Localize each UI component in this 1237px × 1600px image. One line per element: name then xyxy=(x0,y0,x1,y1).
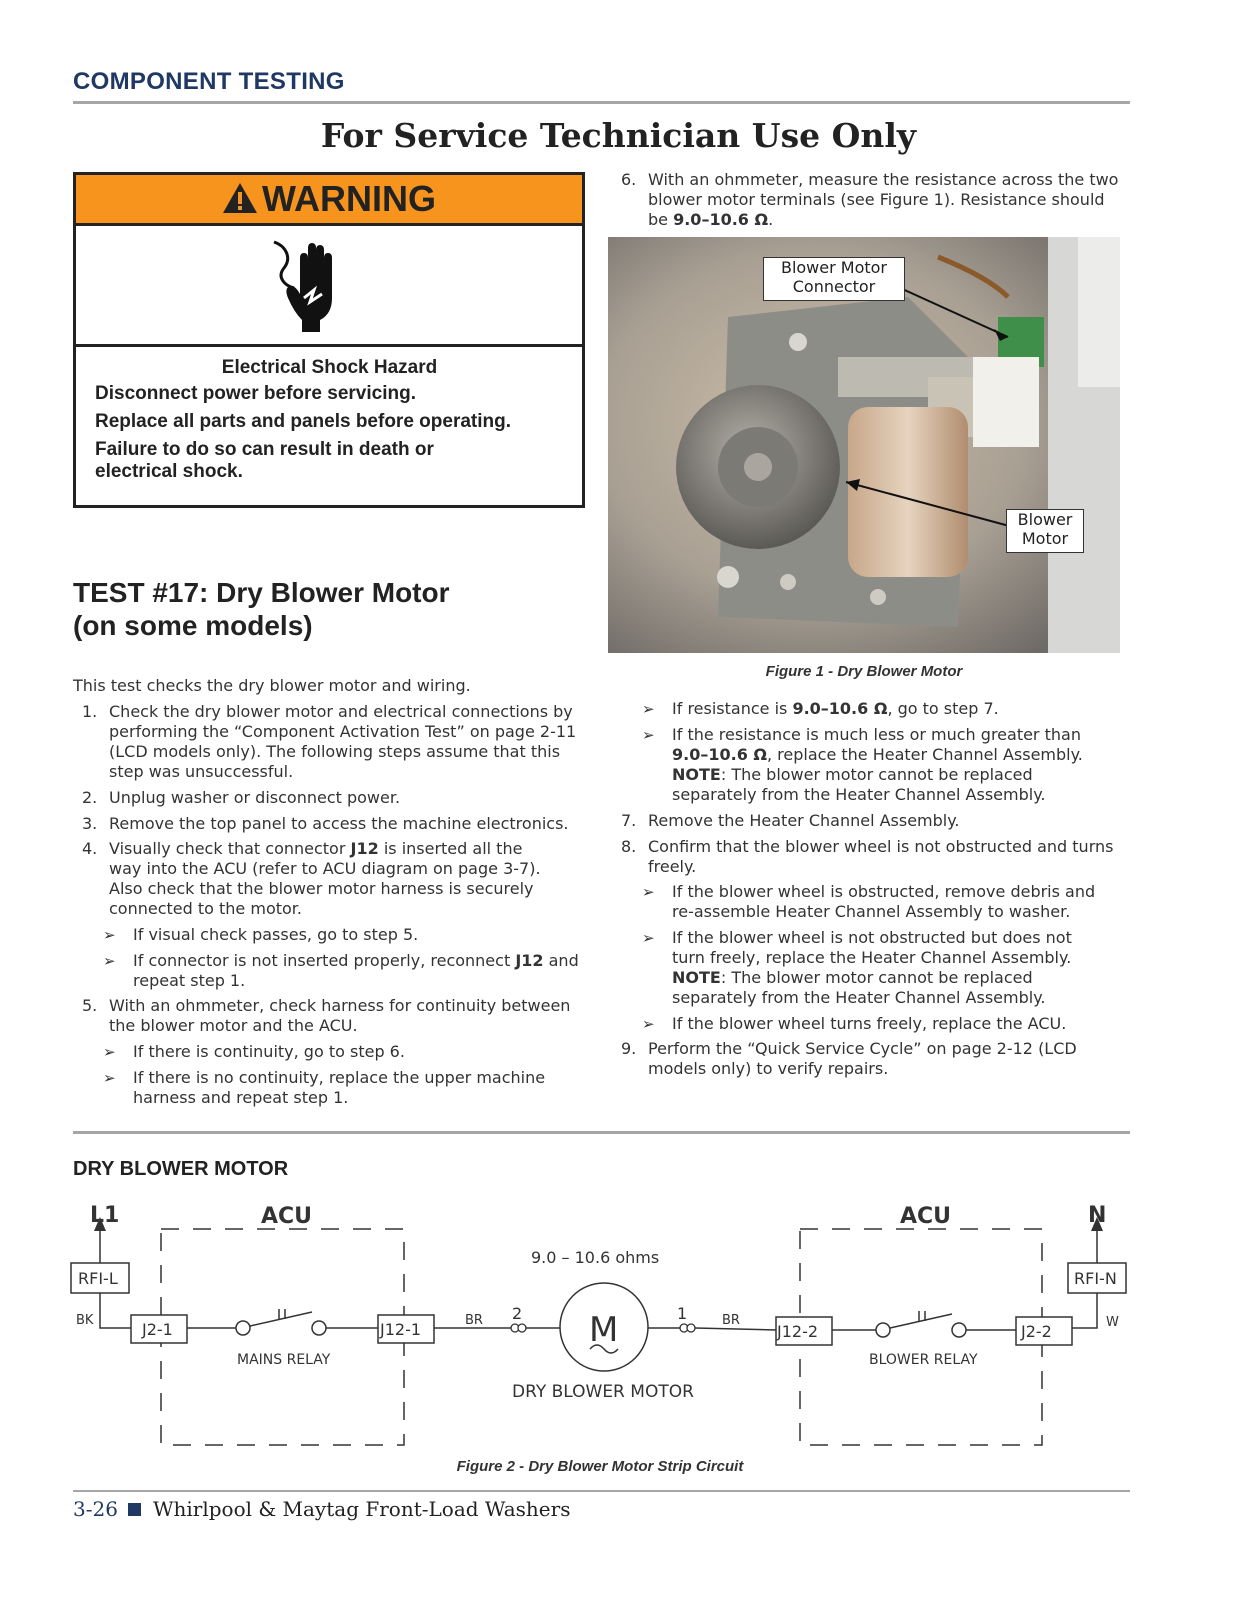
step-6-bullet-2: ➢ If the resistance is much less or much greater than 9.0–10.6 Ω, replace the Heater Channel Assembly. NOTE: The blower motor cannot be replaced separately from the Heater Channel Assembly. xyxy=(642,725,1083,804)
blower-relay-contact-icon xyxy=(876,1323,890,1337)
br-left-label: BR xyxy=(465,1313,483,1328)
j12-1-label: J12-1 xyxy=(380,1320,422,1339)
mains-relay-contact-icon xyxy=(236,1321,250,1335)
step-8-bullet-1: ➢ If the blower wheel is obstructed, remove debris and re-assemble Heater Channel Assembly to washer. xyxy=(642,882,1096,921)
n-label: N xyxy=(1088,1203,1107,1228)
electric-shock-hand-icon xyxy=(264,236,354,336)
rfi-l-label: RFI-L xyxy=(78,1269,118,1288)
circuit-rule xyxy=(73,1131,1130,1134)
step-4-bullet-1: ➢ If visual check passes, go to step 5. xyxy=(103,925,419,944)
mains-relay-label: MAINS RELAY xyxy=(237,1352,331,1368)
w-label: W xyxy=(1106,1315,1119,1330)
step-5-bullet-1: ➢ If there is continuity, go to step 6. xyxy=(103,1042,405,1061)
warning-line2: Replace all parts and panels before operating. xyxy=(95,411,512,432)
acu-right-label: ACU xyxy=(900,1204,952,1229)
arrow-bullet-icon: ➢ xyxy=(103,952,116,970)
warning-label: WARNING xyxy=(262,178,436,219)
arrow-bullet-icon: ➢ xyxy=(642,883,655,901)
bk-label: BK xyxy=(76,1313,94,1328)
blower-motor-photo xyxy=(608,237,1120,653)
test-title-line2: (on some models) xyxy=(73,610,313,641)
arrow-bullet-icon: ➢ xyxy=(103,1069,116,1087)
step-1: 1. Check the dry blower motor and electrical connections by performing the “Component Activation Test” on page 2-11 (LCD models only). The following steps assume that this step was unsuccessful. xyxy=(82,702,577,781)
warning-triangle-icon xyxy=(222,182,258,214)
callout-blower-motor-connector: Blower Motor Connector xyxy=(763,257,905,301)
pin-2-label: 2 xyxy=(512,1304,523,1323)
footer xyxy=(73,1497,570,1521)
figure1-caption: Figure 1 - Dry Blower Motor xyxy=(765,663,963,680)
blower-relay-label: BLOWER RELAY xyxy=(869,1352,978,1368)
step-3: 3. Remove the top panel to access the machine electronics. xyxy=(82,814,569,833)
figure2-caption: Figure 2 - Dry Blower Motor Strip Circuit xyxy=(456,1458,744,1475)
motor-m-label: M xyxy=(589,1310,619,1350)
acu-box-right xyxy=(800,1229,1042,1445)
step-4: 4. Visually check that connector J12 is inserted all the way into the ACU (refer to ACU diagram on page 3-7). Also check that the blower motor harness is securely connected to the motor. xyxy=(82,839,541,918)
footer-rule xyxy=(73,1490,1130,1492)
l1-label: L1 xyxy=(90,1203,120,1228)
warning-text xyxy=(76,347,582,505)
warning-line1: Disconnect power before servicing. xyxy=(95,383,416,404)
j2-2-label: J2-2 xyxy=(1021,1322,1052,1341)
section-title: COMPONENT TESTING xyxy=(73,68,345,95)
acu-left-label: ACU xyxy=(261,1204,313,1229)
header-rule xyxy=(73,101,1130,104)
step-5-bullet-2: ➢ If there is no continuity, replace the upper machine harness and repeat step 1. xyxy=(103,1068,546,1107)
warning-header xyxy=(76,175,582,226)
step-9: 9. Perform the “Quick Service Cycle” on page 2-12 (LCD models only) to verify repairs. xyxy=(621,1039,1077,1078)
arrow-bullet-icon: ➢ xyxy=(642,929,655,947)
step-7: 7. Remove the Heater Channel Assembly. xyxy=(621,811,960,830)
motor-label: DRY BLOWER MOTOR xyxy=(512,1382,694,1402)
warning-hazard: Electrical Shock Hazard xyxy=(221,357,438,378)
callout-blower-motor: Blower Motor xyxy=(1006,509,1084,553)
step-6-bullet-1: ➢ If resistance is 9.0–10.6 Ω, go to step 7. xyxy=(642,699,999,718)
arrow-bullet-icon: ➢ xyxy=(103,1043,116,1061)
br-right-label: BR xyxy=(722,1313,740,1328)
footer-title: Whirlpool & Maytag Front-Load Washers xyxy=(152,1497,571,1521)
step-2: 2. Unplug washer or disconnect power. xyxy=(82,788,401,807)
pin-1-label: 1 xyxy=(677,1304,688,1323)
warning-line4: electrical shock. xyxy=(95,461,243,482)
footer-square-icon xyxy=(128,1503,141,1516)
step-8-bullet-2: ➢ If the blower wheel is not obstructed but does not turn freely, replace the Heater Channel Assembly. NOTE: The blower motor cannot be replaced separately from the Heater Channel Assembly. xyxy=(642,928,1072,1007)
j12-2-label: J12-2 xyxy=(777,1322,819,1341)
step-8: 8. Confirm that the blower wheel is not obstructed and turns freely. xyxy=(621,837,1114,876)
j2-1-label: J2-1 xyxy=(142,1320,173,1339)
warning-box xyxy=(73,172,585,508)
step-8-bullet-3: ➢ If the blower wheel turns freely, replace the ACU. xyxy=(642,1014,1067,1033)
acu-box-left xyxy=(161,1229,404,1445)
strip-circuit-diagram xyxy=(0,1195,1237,1455)
ohms-label: 9.0 – 10.6 ohms xyxy=(531,1248,660,1267)
step-4-bullet-2: ➢ If connector is not inserted properly, reconnect J12 and repeat step 1. xyxy=(103,951,579,990)
page-number: 3-26 xyxy=(73,1497,118,1521)
arrow-bullet-icon: ➢ xyxy=(642,1015,655,1033)
warning-icon-area xyxy=(76,226,582,347)
test-intro: This test checks the dry blower motor and wiring. xyxy=(73,676,471,695)
arrow-bullet-icon: ➢ xyxy=(642,700,655,718)
test-title xyxy=(73,576,553,642)
warning-line3: Failure to do so can result in death or xyxy=(95,439,434,460)
test-title-line1: TEST #17: Dry Blower Motor xyxy=(73,577,450,608)
page-title: For Service Technician Use Only xyxy=(320,116,917,155)
step-6: 6. With an ohmmeter, measure the resistance across the two blower motor terminals (see Figure 1). Resistance should be 9.0–10.6 Ω. xyxy=(621,170,1119,229)
rfi-n-label: RFI-N xyxy=(1074,1269,1117,1288)
arrow-bullet-icon: ➢ xyxy=(103,926,116,944)
step-5: 5. With an ohmmeter, check harness for continuity between the blower motor and the ACU. xyxy=(82,996,571,1035)
circuit-title: DRY BLOWER MOTOR xyxy=(73,1158,289,1180)
arrow-bullet-icon: ➢ xyxy=(642,726,655,744)
